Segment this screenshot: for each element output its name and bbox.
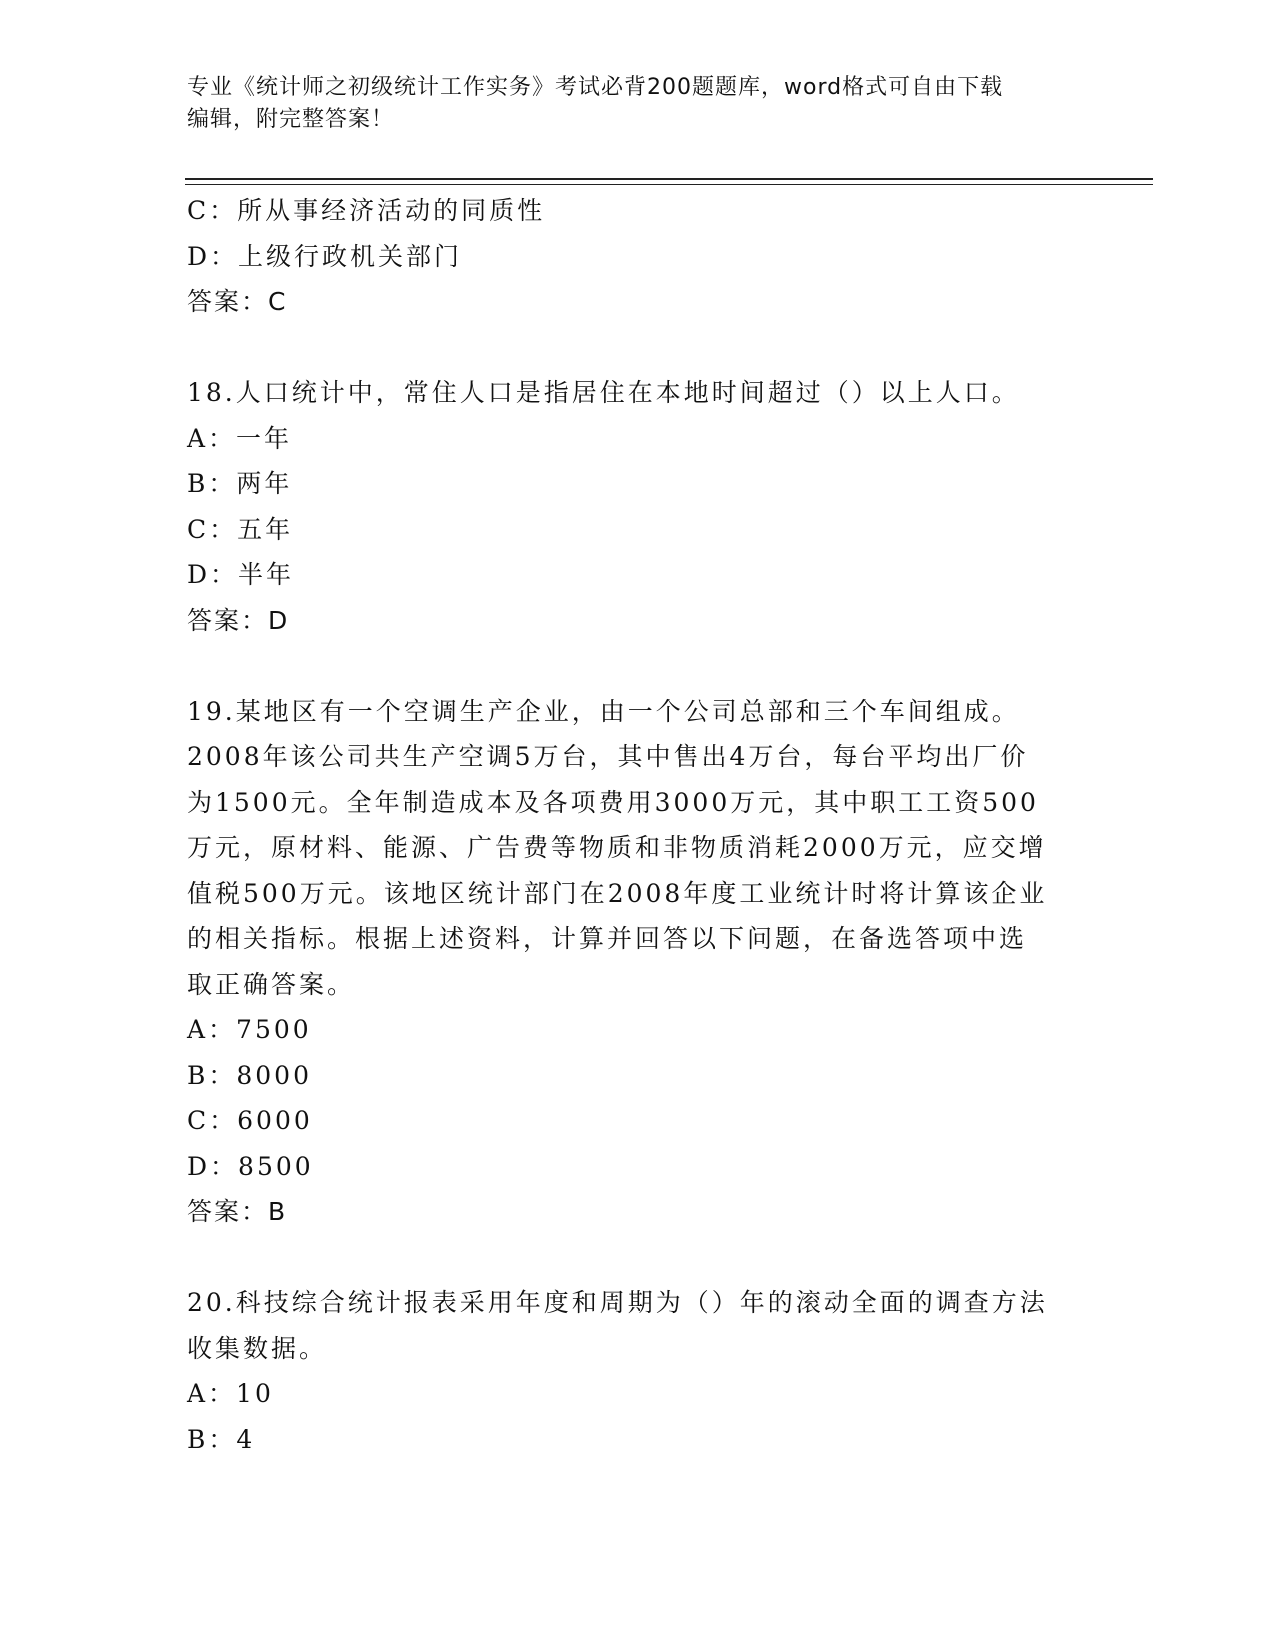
header-line-2: 编辑，附完整答案！ (187, 107, 395, 132)
document-header (187, 72, 1087, 136)
option-a: A：一年 (187, 423, 293, 453)
option-d: D：8500 (187, 1151, 314, 1181)
spacer (187, 325, 1087, 371)
header-divider-thick (185, 178, 1153, 180)
option-a: A：7500 (187, 1015, 312, 1044)
option-c: C：所从事经济活动的同质性 (187, 196, 546, 225)
prev-question (187, 188, 1087, 325)
header-line-1: 专业《统计师之初级统计工作实务》考试必背200题题库，word格式可自由下载 (187, 75, 1004, 100)
option-b: B：两年 (187, 469, 293, 498)
question-stem-line: 的相关指标。根据上述资料，计算并回答以下问题，在备选答项中选 (187, 924, 1028, 953)
spacer (187, 1235, 1087, 1281)
option-b: B：8000 (187, 1060, 312, 1090)
question-18 (187, 370, 1087, 643)
question-20 (187, 1280, 1087, 1462)
option-a: A：10 (187, 1379, 274, 1408)
question-stem-line: 万元，原材料、能源、广告费等物质和非物质消耗2000万元，应交增 (187, 833, 1047, 862)
option-d: D：半年 (187, 560, 295, 589)
answer-line: 答案：B (187, 1197, 288, 1226)
question-stem-line: 为1500元。全年制造成本及各项费用3000万元，其中职工工资500 (187, 787, 1039, 817)
question-stem-line: 值税500万元。该地区统计部门在2008年度工业统计时将计算该企业 (187, 878, 1048, 908)
option-c: C：6000 (187, 1106, 313, 1135)
option-b: B：4 (187, 1424, 256, 1454)
question-stem-line: 2008年该公司共生产空调5万台，其中售出4万台，每台平均出厂价 (187, 742, 1029, 771)
option-c: C：五年 (187, 514, 294, 544)
question-stem-line: 19.某地区有一个空调生产企业，由一个公司总部和三个车间组成。 (187, 696, 1020, 726)
question-stem: 18.人口统计中，常住人口是指居住在本地时间超过（）以上人口。 (187, 378, 1020, 407)
answer-line: 答案：C (187, 287, 288, 316)
question-stem-line: 20.科技综合统计报表采用年度和周期为（）年的滚动全面的调查方法 (187, 1288, 1048, 1317)
option-d: D：上级行政机关部门 (187, 241, 463, 271)
question-19 (187, 689, 1087, 1235)
question-stem-line: 收集数据。 (187, 1333, 328, 1363)
header-divider-thin (185, 184, 1153, 185)
spacer (187, 643, 1087, 689)
answer-line: 答案：D (187, 605, 290, 635)
question-stem-line: 取正确答案。 (187, 969, 356, 999)
question-list (187, 188, 1087, 1462)
